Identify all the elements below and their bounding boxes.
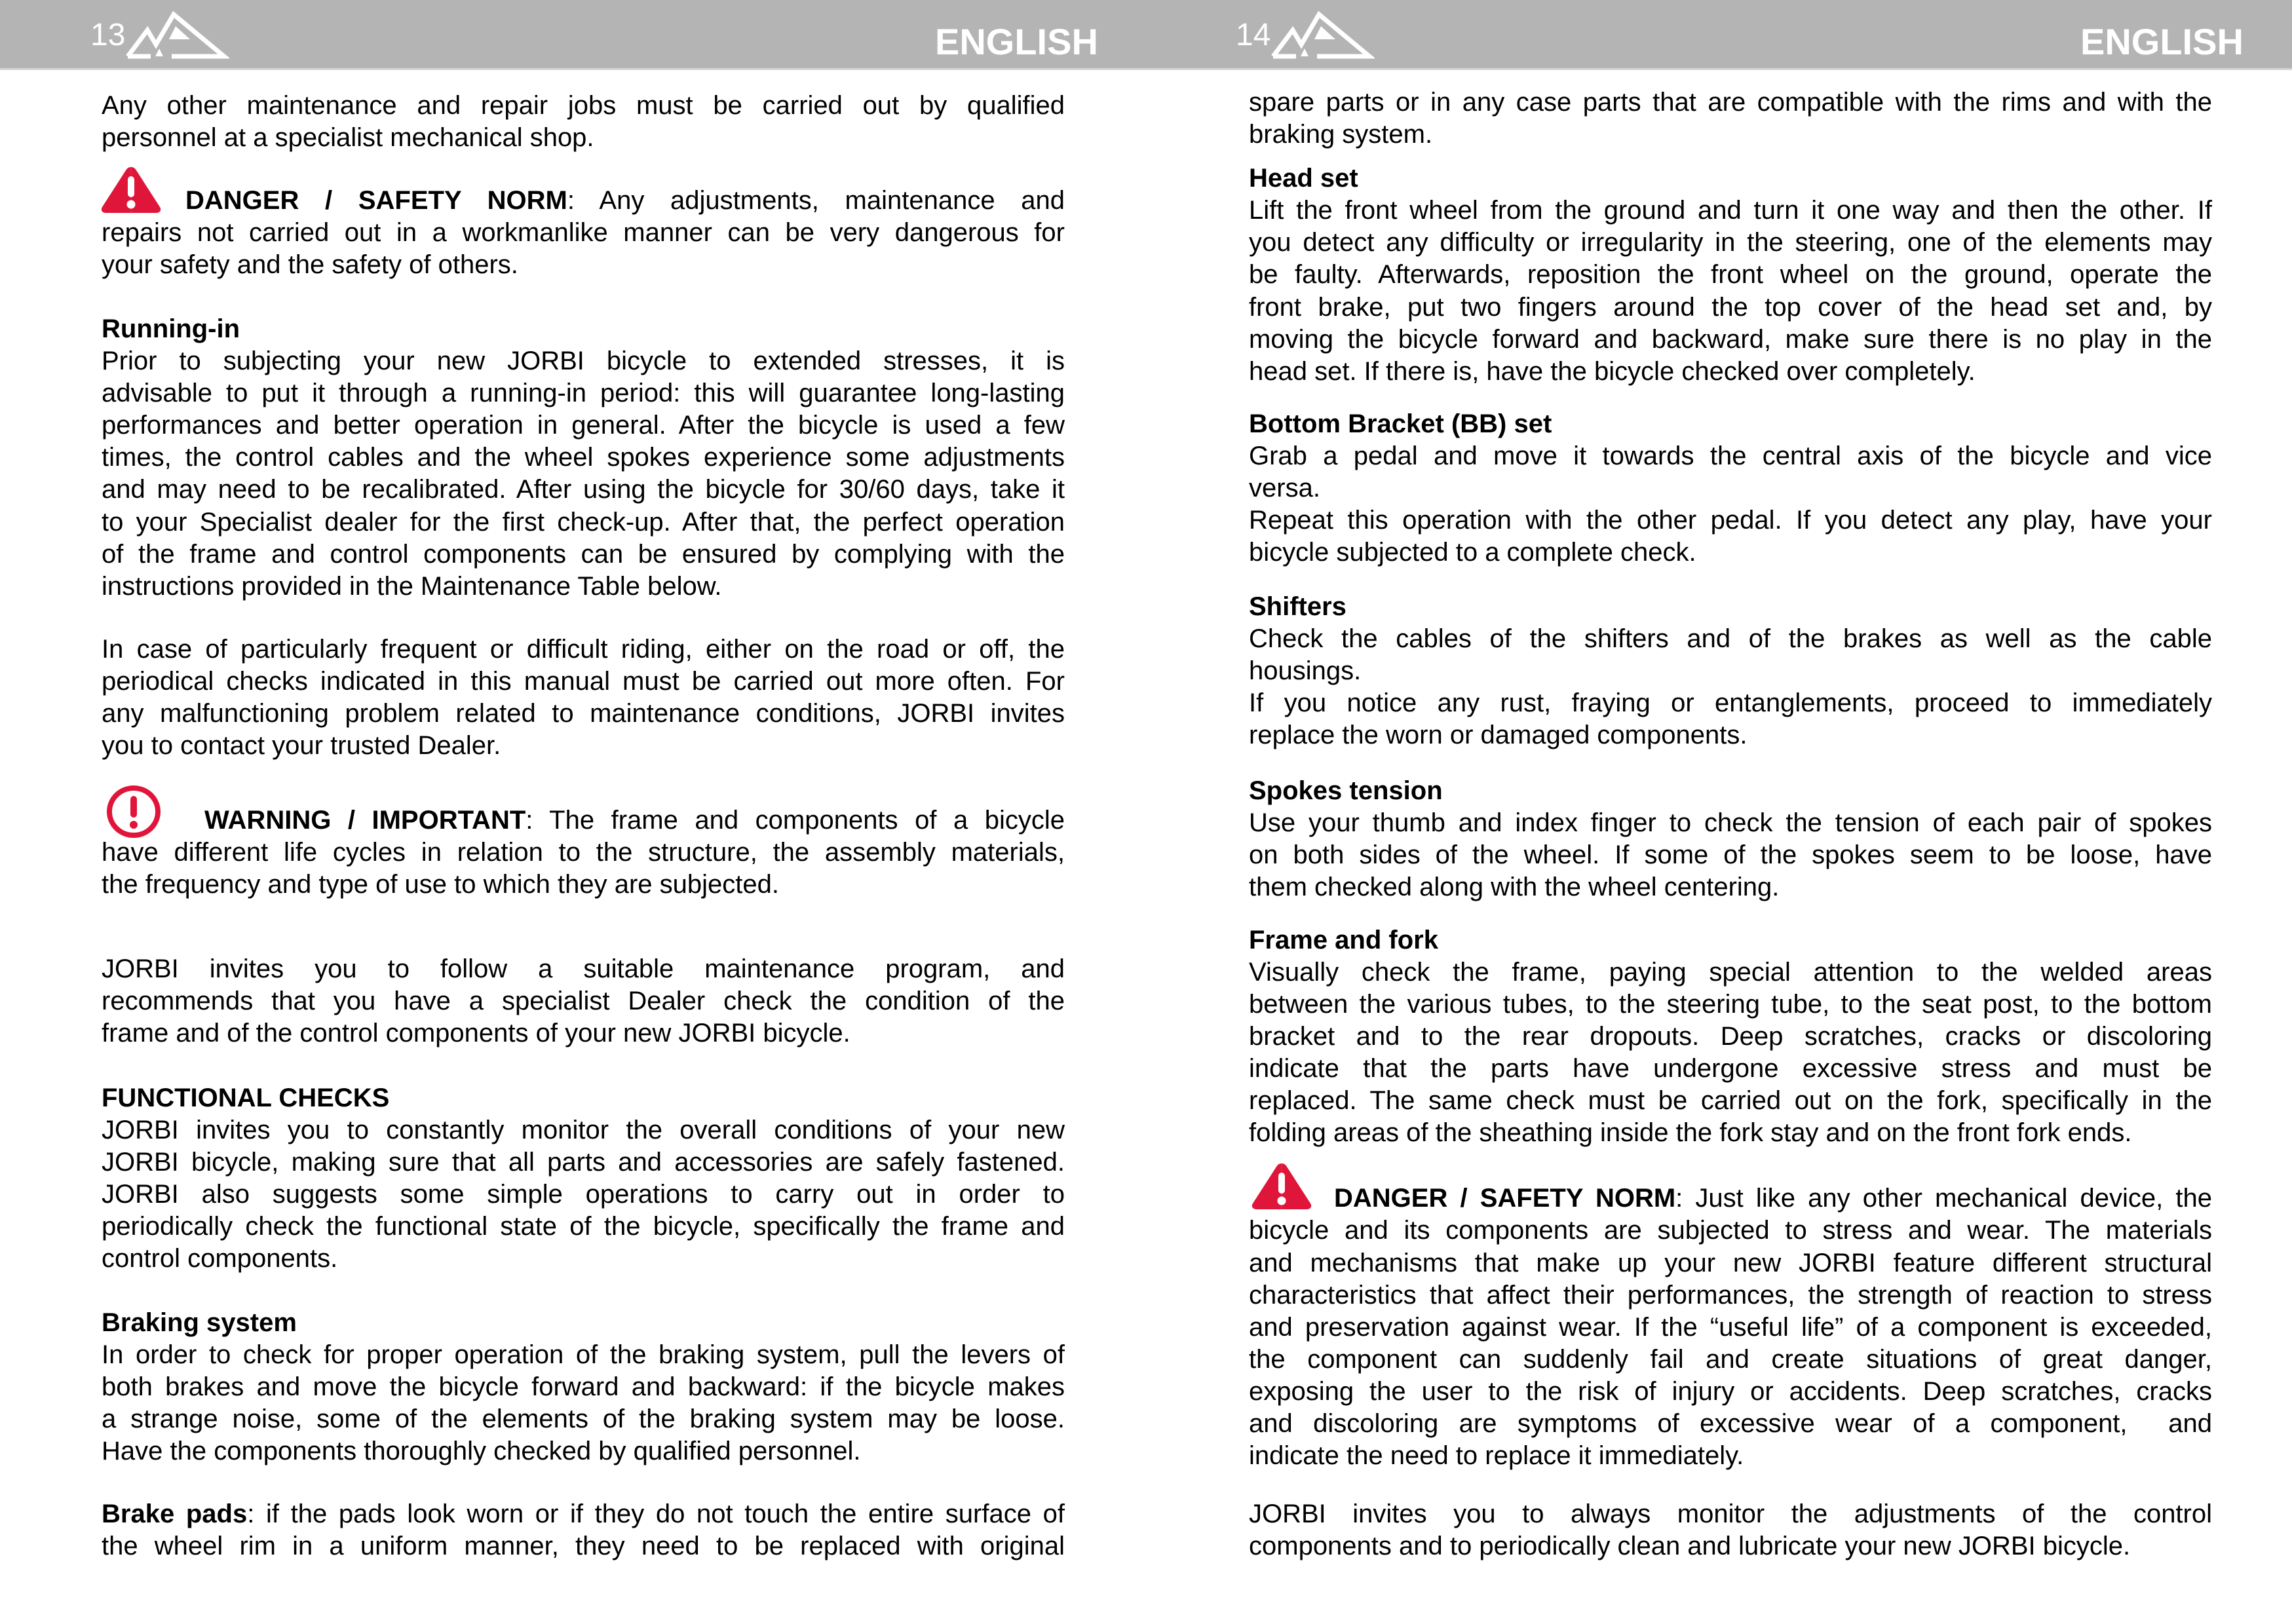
- line-text: If you notice any rust, fraying or entanglements, proceed to immediately: [1249, 689, 2212, 717]
- line-text: characteristics that affect their performances, the strength of reaction to stress: [1249, 1281, 2212, 1310]
- line-text: Check the cables of the shifters and of the brakes as well as the cable: [1249, 624, 2212, 653]
- line-text: periodical checks indicated in this manual must be carried out more often. For: [102, 667, 1065, 696]
- bold-label: Head set: [1249, 164, 1358, 193]
- line-text: indicate that the parts have undergone excessive stress and must be: [1249, 1054, 2212, 1083]
- text-line: [102, 409, 1065, 442]
- text-line: [1249, 323, 2212, 356]
- text-line: [1249, 1020, 2212, 1053]
- text-line: [102, 1498, 1065, 1530]
- line-text: control components.: [102, 1244, 338, 1273]
- section-heading: [102, 312, 240, 345]
- text-line: [1249, 687, 2212, 719]
- line-text: on both sides of the wheel. If some of the spokes seem to be loose, have: [1249, 840, 2212, 869]
- page-number-left: 13: [90, 18, 126, 52]
- line-text: frame and of the control components of your new JORBI bicycle.: [102, 1019, 850, 1048]
- text-line: [1249, 504, 2212, 537]
- text-line: [102, 1530, 1065, 1562]
- text-line: [102, 377, 1065, 409]
- line-text: advisable to put it through a running-in period: this will guarantee long-lasting: [102, 379, 1065, 407]
- line-text: Visually check the frame, paying special attention to the welded areas: [1249, 958, 2212, 987]
- line-text: personnel at a specialist mechanical shop.: [102, 123, 594, 152]
- line-text: you to contact your trusted Dealer.: [102, 731, 501, 760]
- bold-label: Frame and fork: [1249, 926, 1438, 954]
- line-text: Prior to subjecting your new JORBI bicycle to extended stresses, it is: [102, 347, 1065, 375]
- text-line: [1334, 1182, 2212, 1215]
- line-text: the component can suddenly fail and create situations of great danger,: [1249, 1345, 2212, 1374]
- text-line: [1249, 1498, 2212, 1530]
- line-text: Use your thumb and index finger to check the tension of each pair of spokes: [1249, 808, 2212, 837]
- bold-label: WARNING / IMPORTANT: [204, 806, 526, 835]
- line-text: JORBI invites you to follow a suitable maintenance program, and: [102, 954, 1065, 983]
- line-text: : The frame and components of a bicycle: [525, 806, 1065, 835]
- text-line: [1249, 1084, 2212, 1117]
- line-text: any malfunctioning problem related to maintenance conditions, JORBI invites: [102, 699, 1065, 728]
- text-line: [204, 804, 1065, 837]
- line-text: both brakes and move the bicycle forward and backward: if the bicycle makes: [102, 1372, 1065, 1401]
- danger-triangle-icon: [100, 165, 162, 217]
- line-text: JORBI invites you to constantly monitor the overall conditions of your new: [102, 1116, 1065, 1144]
- line-text: bicycle subjected to a complete check.: [1249, 538, 1696, 567]
- page-number-right: 14: [1236, 18, 1271, 52]
- line-text: you detect any difficulty or irregularity in the steering, one of the elements may: [1249, 228, 2212, 257]
- text-line: [185, 184, 1065, 217]
- line-text: of the frame and control components can be ensured by complying with the: [102, 540, 1065, 569]
- line-text: performances and better operation in general. After the bicycle is used a few: [102, 411, 1065, 440]
- line-text: front brake, put two fingers around the top cover of the head set and, by: [1249, 293, 2212, 322]
- text-line: [1249, 622, 2212, 655]
- bold-label: FUNCTIONAL CHECKS: [102, 1084, 390, 1112]
- line-text: spare parts or in any case parts that are compatible with the rims and with the: [1249, 88, 2212, 117]
- text-line: [1249, 1530, 2130, 1562]
- text-line: [102, 1146, 1065, 1179]
- text-line: [102, 1178, 1065, 1211]
- line-text: times, the control cables and the wheel spokes experience some adjustments: [102, 443, 1065, 472]
- text-line: [1249, 988, 2212, 1021]
- line-text: your safety and the safety of others.: [102, 250, 518, 279]
- text-line: [1249, 1052, 2212, 1085]
- line-text: periodically check the functional state of the bicycle, specifically the frame and: [102, 1212, 1065, 1241]
- bold-label: DANGER / SAFETY NORM: [185, 186, 567, 215]
- line-text: In case of particularly frequent or difficult riding, either on the road or off, the: [102, 635, 1065, 664]
- text-line: [1249, 258, 2212, 291]
- text-line: [1249, 1343, 2212, 1376]
- text-line: [1249, 654, 1361, 687]
- line-text: folding areas of the sheathing inside the fork stay and on the front fork ends.: [1249, 1118, 2132, 1147]
- text-line: [102, 1338, 1065, 1371]
- text-line: [102, 473, 1065, 506]
- text-line: [1249, 472, 1320, 504]
- text-line: [1249, 355, 1976, 388]
- text-line: [102, 1242, 337, 1275]
- line-text: Grab a pedal and move it towards the central axis of the bicycle and vice: [1249, 442, 2212, 470]
- line-text: to your Specialist dealer for the first check-up. After that, the perfect operation: [102, 508, 1065, 537]
- line-text: bracket and to the rear dropouts. Deep scratches, cracks or discoloring: [1249, 1022, 2212, 1051]
- text-line: [1249, 1311, 2212, 1344]
- text-line: [102, 836, 1065, 869]
- text-line: [1249, 1375, 2212, 1408]
- line-text: have different life cycles in relation to the structure, the assembly materials,: [102, 838, 1065, 867]
- section-heading: [1249, 407, 1552, 440]
- section-heading: [1249, 590, 1347, 623]
- line-text: Repeat this operation with the other pedal. If you detect any play, have your: [1249, 506, 2212, 535]
- line-text: the frequency and type of use to which they are subjected.: [102, 870, 779, 899]
- line-text: them checked along with the wheel centering.: [1249, 873, 1780, 901]
- bold-label: Shifters: [1249, 592, 1347, 621]
- text-line: [1249, 1214, 2212, 1247]
- text-line: [102, 506, 1065, 538]
- section-heading: [1249, 924, 1438, 956]
- line-text: : if the pads look worn or if they do not touch the entire surface of: [247, 1500, 1065, 1528]
- line-text: braking system.: [1249, 120, 1433, 149]
- page-13-body: [102, 0, 1065, 1624]
- text-line: [1249, 871, 1779, 903]
- line-text: and mechanisms that make up your new JORBI feature different structural: [1249, 1249, 2212, 1277]
- text-line: [102, 216, 1065, 249]
- bold-label: Braking system: [102, 1308, 297, 1337]
- line-text: : Just like any other mechanical device, the: [1675, 1184, 2212, 1213]
- text-line: [1249, 719, 1747, 751]
- language-label-left: ENGLISH: [935, 21, 1098, 62]
- line-text: indicate the need to replace it immediately.: [1249, 1441, 1744, 1470]
- language-label-right: ENGLISH: [2080, 21, 2244, 62]
- text-line: [1249, 806, 2212, 839]
- text-line: [102, 441, 1065, 474]
- text-line: [102, 89, 1065, 122]
- line-text: components and to periodically clean and lubricate your new JORBI bicycle.: [1249, 1532, 2131, 1560]
- line-text: repairs not carried out in a workmanlike manner can be very dangerous for: [102, 218, 1065, 247]
- line-text: be faulty. Afterwards, reposition the front wheel on the ground, operate the: [1249, 260, 2212, 289]
- line-text: and may need to be recalibrated. After using the bicycle for 30/60 days, take it: [102, 475, 1065, 504]
- text-line: [1249, 291, 2212, 324]
- text-line: [102, 1017, 850, 1049]
- line-text: recommends that you have a specialist Dealer check the condition of the: [102, 987, 1065, 1015]
- text-line: [1249, 1439, 1744, 1472]
- bold-label: Running-in: [102, 314, 240, 343]
- warning-circle-icon: [106, 785, 161, 842]
- text-line: [1249, 1279, 2212, 1312]
- text-line: [102, 1114, 1065, 1146]
- line-text: JORBI bicycle, making sure that all parts and accessories are safely fastened.: [102, 1148, 1065, 1177]
- text-line: [1249, 1247, 2212, 1279]
- line-text: Lift the front wheel from the ground and turn it one way and then the other. If: [1249, 196, 2212, 225]
- danger-triangle-icon: [1251, 1161, 1312, 1213]
- line-text: replaced. The same check must be carried out on the fork, specifically in the: [1249, 1086, 2212, 1115]
- text-line: [102, 570, 722, 603]
- text-line: [102, 538, 1065, 571]
- line-text: a strange noise, some of the elements of the braking system may be loose.: [102, 1405, 1065, 1433]
- bold-label: Brake pads: [102, 1500, 248, 1528]
- text-line: [102, 697, 1065, 730]
- text-line: [1249, 226, 2212, 259]
- section-heading: [1249, 162, 1358, 195]
- text-line: [1249, 536, 1696, 569]
- text-line: [102, 633, 1065, 666]
- line-text: versa.: [1249, 474, 1320, 502]
- line-text: housings.: [1249, 656, 1362, 685]
- text-line: [1249, 956, 2212, 989]
- line-text: JORBI also suggests some simple operations to carry out in order to: [102, 1180, 1065, 1209]
- text-line: [102, 121, 594, 154]
- line-text: bicycle and its components are subjected to stress and wear. The materials: [1249, 1216, 2212, 1245]
- line-text: Have the components thoroughly checked by qualified personnel.: [102, 1437, 861, 1465]
- text-line: [102, 985, 1065, 1017]
- text-line: [102, 1210, 1065, 1243]
- text-line: [102, 345, 1065, 377]
- section-heading: [102, 1306, 297, 1339]
- line-text: replace the worn or damaged components.: [1249, 721, 1748, 749]
- text-line: [102, 953, 1065, 985]
- page-14-body: [1249, 0, 2212, 1624]
- line-text: JORBI invites you to always monitor the adjustments of the control: [1249, 1500, 2212, 1528]
- text-line: [102, 1403, 1065, 1435]
- text-line: [102, 665, 1065, 698]
- line-text: and preservation against wear. If the “useful life” of a component is exceeded,: [1249, 1313, 2212, 1342]
- line-text: Any other maintenance and repair jobs must be carried out by qualified: [102, 91, 1065, 120]
- section-heading: [102, 1082, 389, 1114]
- line-text: moving the bicycle forward and backward, make sure there is no play in the: [1249, 325, 2212, 354]
- text-line: [1249, 1116, 2132, 1149]
- text-line: [1249, 440, 2212, 472]
- text-line: [1249, 86, 2212, 119]
- line-text: head set. If there is, have the bicycle checked over completely.: [1249, 357, 1976, 386]
- line-text: between the various tubes, to the steering tube, to the seat post, to the bottom: [1249, 990, 2212, 1019]
- text-line: [1249, 839, 2212, 871]
- text-line: [102, 729, 501, 762]
- text-line: [1249, 194, 2212, 227]
- line-text: instructions provided in the Maintenance Table below.: [102, 572, 722, 601]
- line-text: exposing the user to the risk of injury or accidents. Deep scratches, cracks: [1249, 1377, 2212, 1406]
- text-line: [1249, 1407, 2212, 1440]
- bold-label: Spokes tension: [1249, 776, 1443, 805]
- text-line: [102, 868, 779, 901]
- bold-label: DANGER / SAFETY NORM: [1334, 1184, 1676, 1213]
- line-text: and discoloring are symptoms of excessive wear of a component, and: [1249, 1409, 2212, 1438]
- text-line: [102, 248, 518, 281]
- bold-label: Bottom Bracket (BB) set: [1249, 409, 1552, 438]
- text-line: [102, 1370, 1065, 1403]
- text-line: [1249, 118, 1432, 151]
- line-text: In order to check for proper operation of the braking system, pull the levers of: [102, 1340, 1065, 1369]
- section-heading: [1249, 774, 1443, 807]
- line-text: the wheel rim in a uniform manner, they need to be replaced with original: [102, 1532, 1065, 1560]
- text-line: [102, 1435, 861, 1467]
- line-text: : Any adjustments, maintenance and: [567, 186, 1065, 215]
